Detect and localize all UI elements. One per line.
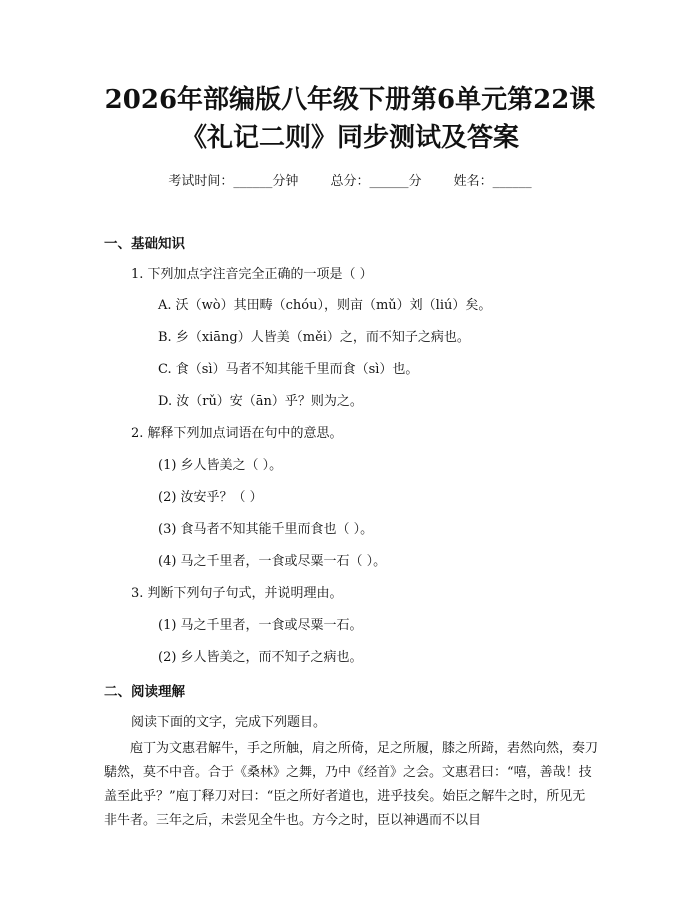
- student-name: 姓名：______: [453, 174, 532, 189]
- question-2-item-4: (4) 马之千里者，一食或尽粟一石（ ）。: [158, 554, 387, 569]
- question-3: 3. 判断下列句子句式，并说明理由。: [131, 586, 343, 601]
- question-2-item-2: (2) 汝安乎？（ ）: [158, 490, 263, 505]
- question-3-item-1: (1) 马之千里者，一食或尽粟一石。: [158, 618, 363, 633]
- page-title-line2: 《礼记二则》同步测试及答案: [180, 123, 519, 153]
- question-3-item-2: (2) 乡人皆美之，而不知子之病也。: [158, 650, 363, 665]
- question-1-option-c: C. 食（sì）马者不知其能千里而食（sì）也。: [158, 362, 419, 377]
- reading-passage: 庖丁为文惠君解牛，手之所触，肩之所倚，足之所履，膝之所踦，砉然向然，奏刀騞然，莫不中音。合于《桑林》之舞，乃中《经首》之会。文惠君曰：“嘻，善哉！技盖至此乎？”庖丁释刀对曰：“臣之所好者道也，进乎技矣。始臣之解牛之时，所见无非牛者。三年之后，未尝见全牛也。方今之时，臣以神遇而不以目: [104, 741, 599, 828]
- question-2-item-1: (1) 乡人皆美之（ ）。: [158, 458, 283, 473]
- section-heading-reading: 二、阅读理解: [104, 684, 185, 700]
- exam-meta: [0, 170, 700, 189]
- total-score: 总分：______分: [330, 174, 422, 189]
- question-1-option-a: A. 沃（wò）其田畴（chóu），则亩（mǔ）刘（liú）矣。: [158, 298, 492, 313]
- question-2: 2. 解释下列加点词语在句中的意思。: [131, 426, 343, 441]
- question-2-item-3: (3) 食马者不知其能千里而食也（ ）。: [158, 522, 374, 537]
- page-title-line1: 2026年部编版八年级下册第6单元第22课: [104, 85, 596, 115]
- reading-intro: 阅读下面的文字，完成下列题目。: [131, 715, 327, 730]
- question-1: 1. 下列加点字注音完全正确的一项是（ ）: [131, 267, 373, 282]
- section-heading-basics: 一、基础知识: [104, 236, 185, 252]
- question-1-option-b: B. 乡（xiāng）人皆美（měi）之，而不知子之病也。: [158, 330, 470, 345]
- exam-time: 考试时间：______分钟: [168, 174, 299, 189]
- question-1-option-d: D. 汝（rǔ）安（ān）乎？则为之。: [158, 394, 363, 409]
